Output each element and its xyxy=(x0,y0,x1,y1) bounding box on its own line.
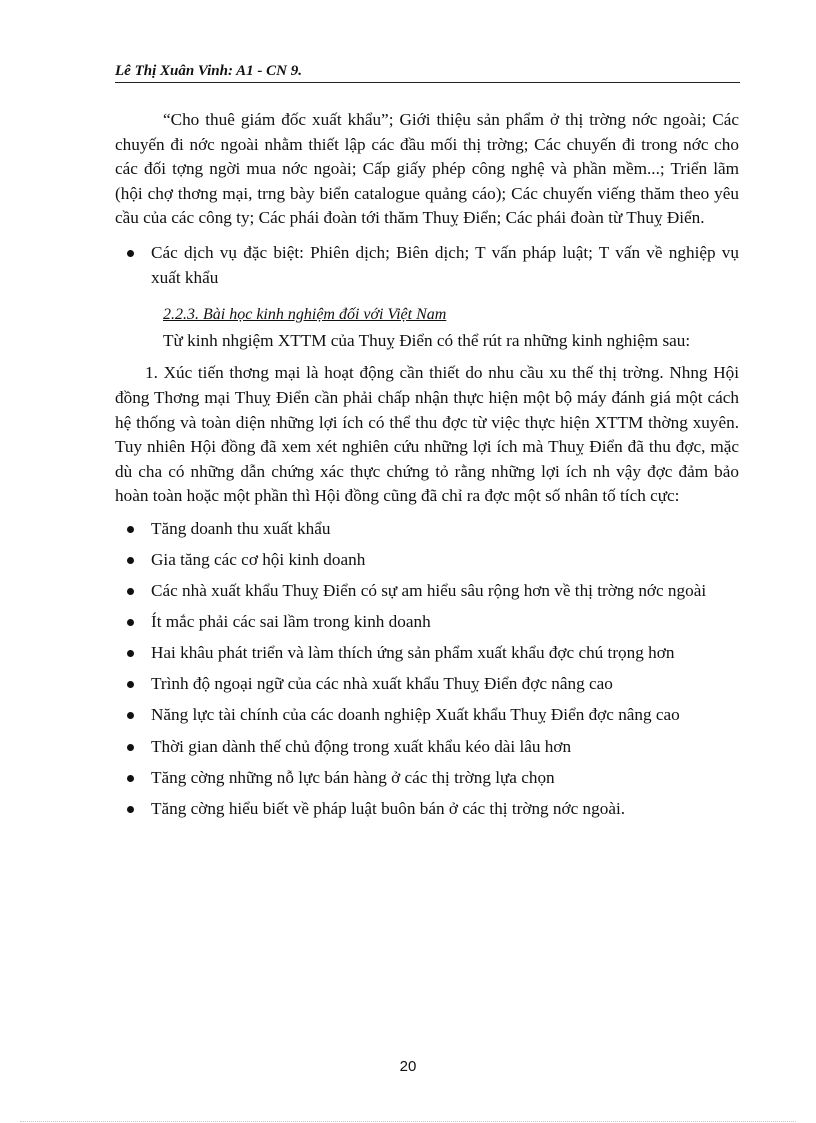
bullet-icon xyxy=(127,775,134,782)
bullet-icon xyxy=(127,557,134,564)
list-item-text: Trình độ ngoại ngữ của các nhà xuất khẩu Thuỵ Điển đợc nâng cao xyxy=(151,674,613,694)
list-item xyxy=(115,517,739,542)
bullet-icon xyxy=(127,250,134,257)
page-body xyxy=(115,108,739,828)
bullet-icon xyxy=(127,744,134,751)
list-item xyxy=(115,579,739,604)
list-item-text: Tăng cờng hiểu biết về pháp luật buôn bán ở các thị trờng nớc ngoài. xyxy=(151,798,626,818)
running-header: Lê Thị Xuân Vinh: A1 - CN 9. xyxy=(115,62,740,83)
list-item xyxy=(115,241,739,290)
list-item xyxy=(115,735,739,760)
bullet-icon xyxy=(127,712,134,719)
list-item-text: Tăng doanh thu xuất khẩu xyxy=(151,518,331,538)
bullet-icon xyxy=(127,526,134,533)
bullet-icon xyxy=(127,650,134,657)
paragraph-intro-lessons: Từ kinh nhgiệm XTTM của Thuỵ Điển có thể rút ra những kinh nghiệm sau: xyxy=(163,330,691,350)
bullet-icon xyxy=(127,588,134,595)
list-item xyxy=(115,797,739,822)
list-item-text: Các dịch vụ đặc biệt: Phiên dịch; Biên dịch; T vấn pháp luật; T vấn về nghiệp vụ xuất khẩu xyxy=(151,242,739,287)
list-item-text: Thời gian dành thế chủ động trong xuất khẩu kéo dài lâu hơn xyxy=(151,736,572,756)
list-item xyxy=(115,766,739,791)
list-item xyxy=(115,703,739,728)
bullet-list-special-services xyxy=(115,241,739,290)
list-item-text: Ít mắc phải các sai lầm trong kinh doanh xyxy=(151,612,431,632)
section-heading-wrap xyxy=(115,298,739,327)
list-item-text: Hai khâu phát triển và làm thích ứng sản phẩm xuất khẩu đợc chú trọng hơn xyxy=(151,643,675,663)
bullet-list-positive-factors xyxy=(115,517,739,821)
paragraph-services: “Cho thuê giám đốc xuất khẩu”; Giới thiệu sản phẩm ở thị trờng nớc ngoài; Các chuyến đi nớc ngoài nhằm thiết lập các đầu mối thị trờng; Các chuyến đi trong nớc cho các đối tợng ngời mua nớc ngoài; Cấp giấy phép công nghệ và phần mềm...; Triển lãm (hội chợ thơng mại, trng bày biển catalogue quảng cáo); Các chuyến viếng thăm theo yêu cầu của các công ty; Các phái đoàn tới thăm Thuỵ Điển; Các phái đoàn từ Thuỵ Điển. xyxy=(115,110,739,228)
list-item xyxy=(115,610,739,635)
list-item xyxy=(115,641,739,666)
bullet-icon xyxy=(127,681,134,688)
paragraph-lesson-1: 1. Xúc tiến thơng mại là hoạt động cần thiết do nhu cầu xu thế thị trờng. Nhng Hội đồng Thơng mại Thuỵ Điển cần phải chấp nhận thực hiện một bộ máy đánh giá một cách hệ thống và toàn diện những lợi ích có thể thu đợc từ việc thực hiện XTTM thờng xuyên. Tuy nhiên Hội đồng đã xem xét nghiên cứu những lợi ích mà Thuỵ Điển đã thu đợc, mặc dù cha có những dẫn chứng xác thực chứng tỏ rằng những lợi ích nh vậy đợc đảm bảo hoàn toàn hoặc một phần thì Hội đồng cũng đã chỉ ra đợc một số nhân tố tích cực: xyxy=(115,363,739,506)
section-heading: 2.2.3. Bài học kinh nghiệm đối với Việt Nam xyxy=(163,306,447,324)
list-item-text: Các nhà xuất khẩu Thuỵ Điển có sự am hiểu sâu rộng hơn về thị trờng nớc ngoài xyxy=(151,581,707,601)
list-item-text: Gia tăng các cơ hội kinh doanh xyxy=(151,550,366,569)
page-bottom-divider xyxy=(20,1121,796,1122)
page-number: 20 xyxy=(399,1058,417,1075)
list-item xyxy=(115,548,739,573)
list-item-text: Năng lực tài chính của các doanh nghiệp Xuất khẩu Thuỵ Điển đợc nâng cao xyxy=(151,705,680,725)
bullet-icon xyxy=(127,619,134,626)
bullet-icon xyxy=(127,806,134,813)
list-item xyxy=(115,672,739,697)
list-item-text: Tăng cờng những nỗ lực bán hàng ở các thị trờng lựa chọn xyxy=(151,767,555,787)
